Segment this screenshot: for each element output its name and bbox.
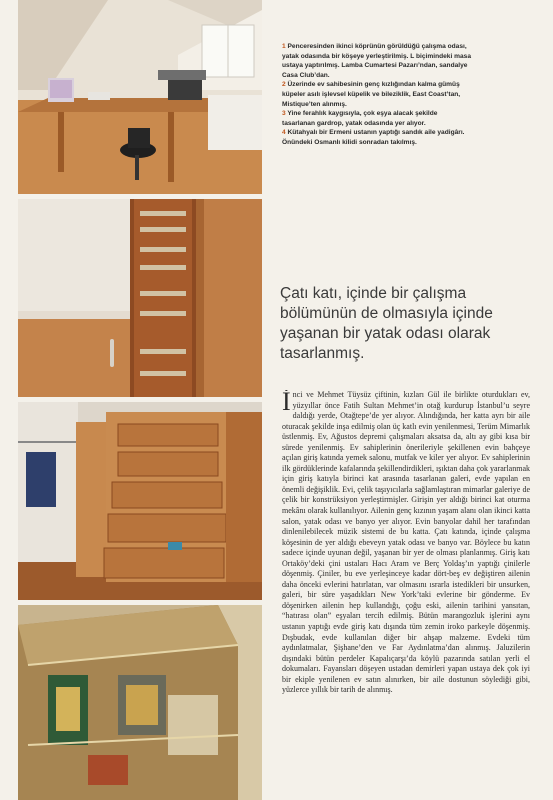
caption-text: Kütahyalı bir Ermeni ustanın yaptığı sandık aile yadigârı. Önündeki Osmanlı kilidi sonradan takılmış.	[282, 129, 465, 146]
painted-chest-photo	[18, 605, 262, 800]
caption-item	[282, 42, 472, 80]
jewelry-cabinet-photo	[18, 199, 262, 397]
caption-number: 3	[282, 110, 286, 118]
lead-paragraph: Çatı katı, içinde bir çalışma bölümünün de olmasıyla içinde yaşanan bir yatak odası olarak tasarlanmış.	[280, 285, 493, 362]
caption-item	[282, 80, 472, 109]
drop-cap: İ	[282, 390, 291, 416]
caption-number: 1	[282, 43, 286, 50]
photo-captions	[282, 42, 472, 148]
caption-item	[282, 128, 472, 147]
article-body	[282, 390, 530, 790]
caption-number: 2	[282, 81, 286, 89]
article-body-text: nci ve Mehmet Tüysüz çiftinin, kızları Gül ile birlikte oturdukları ev, yüzyıllar önce Fatih Sultan Mehmet’in otağ kurdurup İstanbul’u seyre daldığı yerde, Otağtepe’de yer alıyor. Alındığında, her katta ayrı bir aile oturacak şekilde inşa edilmiş olan üç katlı evin yenilenmesi, Terüm Mimarlık üstlenmiş. Ev, Ağustos depremi çalışmaları aksatsa da, altı ay gibi kısa bir sürede yenilenmiş. Ev sahiplerinin önerileriyle şekillenen evin bahçeye açılan giriş katında yemek salonu, mutfak ve kiler yer alıyor. Ev sahiplerinin ilk gördüklerinde kafalarında şekillendirdikleri, ışıktan daha çok yararlanmak için giriş katıyla birinci kat arasında tasarlanan galeri, evde yapılan en önemli değişiklik. Evi, çelik taşıyıcılarla sağlamlaştıran mimarlar galeriye de çelik bir konstrüksiyon yerleştirmişler. Girişin yer aldığı birinci kat oturma mekânı olarak kullanılıyor. Ailenin genç kızının yaşam alanı olan ikinci katta salon, yatak odası ve banyo yer alıyor. Evin banyolar dahil her tarafından dinlenilebilecek müzik sistemi de bu katta. Çatı katında, içinde çalışma köşesinin de yer aldığı ebeveyn yatak odası ve banyo var. Böylece bu katın sadece içinde uyunan değil, yaşanan bir yer de olması planlanmış. Giriş katı Ortaköy’deki çini ustaları Hacı Aram ve Berç Yoldaş’ın yaptığı çinilerle döşenmiş. Çiniler, bu eve yerleşinceye kadar dört-beş ev değiştiren ailenin daha önceki evlerini hatırlatan, var olmasını ısrarla istedikleri bir unsurken, galeri, bir süre yaşadıkları New York’taki evlerine bir gönderme. Ev döşenirken ailenin hep kullandığı, çoğu eski, ailenin tarihini yansıtan, “hatırası olan” eşyaları tercih edilmiş. Bütün marangozluk işlerini aynı ustanın yaptığı evde giriş katı dışında tüm zemin iroko parkeyle döşenmiş. Dışbudak, evde kullanılan diğer bir ahşap malzeme. Evdeki tüm aydınlatmalar, Şişhane’den ve Far Aydınlatma’dan alınmış. Jaluzilerin dışındaki bütün perdeler Kapalıçarşı’da köylü pazarında satılan yerli el dokumaları. Fayansları döşeyen ustadan demirleri yapan ustaya dek çok iyi bir ekiple yenilenen ev satın alınırken, bir aile dostunun söylediği gibi, yüzlerce yıllık bir tarih de alınmış.	[282, 390, 530, 695]
caption-text: Yine ferahlık kaygısıyla, çok eşya alacak şekilde tasarlanan gardrop, yatak odasında yer alıyor.	[282, 110, 438, 127]
caption-item	[282, 109, 472, 128]
wardrobe-drawers-photo	[18, 402, 262, 600]
caption-text: Penceresinden ikinci köprünün görüldüğü çalışma odası, yatak odasında bir köşeye yerleştirilmiş. L biçimindeki masa ustaya yaptırılmış. Lamba Cumartesi Pazarı’ndan, sandalye Casa Club’dan.	[282, 43, 471, 79]
study-room-photo	[18, 0, 262, 194]
caption-number: 4	[282, 129, 286, 137]
caption-text: Üzerinde ev sahibesinin genç kızlığından kalma gümüş küpeler asılı işlevsel küpelik ve bileziklik, East Coast’tan, Mistique’ten alınmış.	[282, 81, 461, 108]
